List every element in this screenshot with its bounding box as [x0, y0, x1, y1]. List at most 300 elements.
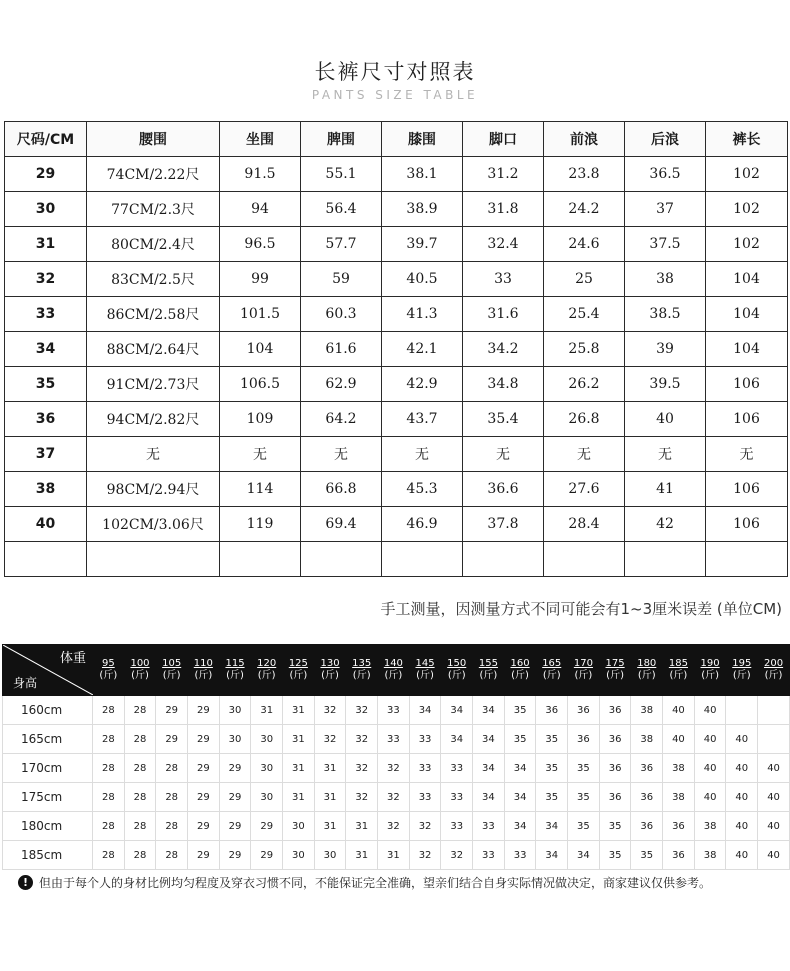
size-cell: 31.8 [463, 192, 544, 227]
fit-cell: 38 [631, 725, 663, 754]
fit-cell: 40 [758, 783, 790, 812]
fit-row [3, 783, 790, 812]
fit-cell: 34 [473, 696, 505, 725]
size-cell: 43.7 [382, 402, 463, 437]
weight-unit: (斤) [162, 670, 181, 681]
fit-cell: 31 [346, 812, 378, 841]
size-table-header [5, 122, 788, 157]
page-subtitle: PANTS SIZE TABLE [311, 88, 479, 102]
size-cell [87, 542, 220, 577]
fit-cell: 35 [504, 696, 536, 725]
fit-cell: 33 [378, 725, 410, 754]
size-cell: 94CM/2.82尺 [87, 402, 220, 437]
fit-cell: 31 [378, 841, 410, 870]
fit-cell: 33 [409, 783, 441, 812]
fit-cell: 31 [283, 754, 315, 783]
size-cell: 106.5 [220, 367, 301, 402]
fit-cell: 30 [283, 812, 315, 841]
fit-cell: 31 [251, 696, 283, 725]
size-cell: 61.6 [301, 332, 382, 367]
size-cell: 无 [625, 437, 706, 472]
page-title: 长裤尺寸对照表 [314, 60, 476, 84]
fit-cell: 30 [314, 841, 346, 870]
weight-value: 125 [288, 658, 308, 669]
size-cell: 64.2 [301, 402, 382, 437]
weight-unit: (斤) [447, 670, 466, 681]
size-cell [544, 542, 625, 577]
weight-header-cell [283, 645, 315, 696]
fit-cell: 32 [346, 725, 378, 754]
fit-cell: 33 [409, 725, 441, 754]
size-header-cell: 坐围 [220, 122, 301, 157]
fit-cell: 29 [188, 812, 220, 841]
size-cell: 31 [5, 227, 87, 262]
fit-cell: 29 [156, 725, 188, 754]
fit-cell: 35 [599, 841, 631, 870]
size-row [5, 507, 788, 542]
fit-cell: 33 [441, 812, 473, 841]
fit-cell: 40 [726, 754, 758, 783]
size-cell: 91CM/2.73尺 [87, 367, 220, 402]
weight-unit: (斤) [606, 670, 624, 681]
fit-table-corner [3, 645, 93, 696]
fit-cell: 33 [473, 841, 505, 870]
size-cell: 40 [625, 402, 706, 437]
fit-cell: 34 [504, 812, 536, 841]
fit-cell: 36 [536, 696, 568, 725]
size-cell: 88CM/2.64尺 [87, 332, 220, 367]
size-cell: 102 [706, 227, 788, 262]
size-cell: 37.5 [625, 227, 706, 262]
weight-unit: (斤) [194, 670, 213, 681]
size-cell: 36.6 [463, 472, 544, 507]
fit-cell: 38 [694, 841, 726, 870]
weight-header-cell [156, 645, 188, 696]
size-table [4, 121, 788, 577]
fit-cell: 29 [188, 783, 220, 812]
fit-cell: 40 [726, 812, 758, 841]
size-cell: 31.2 [463, 157, 544, 192]
size-row [5, 262, 788, 297]
fit-cell: 28 [93, 754, 125, 783]
corner-height-label: 身高 [13, 676, 38, 690]
fit-cell: 34 [441, 725, 473, 754]
fit-cell: 38 [694, 812, 726, 841]
size-row [5, 437, 788, 472]
size-cell: 119 [220, 507, 301, 542]
weight-unit: (斤) [511, 670, 529, 681]
weight-unit: (斤) [637, 670, 656, 681]
size-header-cell: 脚口 [463, 122, 544, 157]
size-cell [382, 542, 463, 577]
fit-cell: 29 [156, 696, 188, 725]
size-cell: 104 [706, 262, 788, 297]
fit-cell: 33 [441, 754, 473, 783]
fit-cell: 32 [314, 725, 346, 754]
size-cell: 34.8 [463, 367, 544, 402]
size-cell: 106 [706, 507, 788, 542]
weight-header-cell [124, 645, 156, 696]
size-cell: 26.2 [544, 367, 625, 402]
size-cell: 38.1 [382, 157, 463, 192]
weight-value: 135 [352, 658, 372, 669]
fit-cell: 35 [631, 841, 663, 870]
weight-value: 120 [257, 658, 277, 669]
size-cell: 96.5 [220, 227, 301, 262]
fit-cell: 32 [409, 812, 441, 841]
size-cell: 99 [220, 262, 301, 297]
fit-cell: 32 [378, 754, 410, 783]
fit-cell: 36 [599, 696, 631, 725]
height-cell: 160cm [3, 696, 93, 725]
size-row [5, 157, 788, 192]
height-cell: 165cm [3, 725, 93, 754]
size-cell: 40 [5, 507, 87, 542]
size-cell: 38 [5, 472, 87, 507]
fit-cell: 34 [536, 812, 568, 841]
size-row [5, 192, 788, 227]
fit-cell: 28 [124, 754, 156, 783]
height-cell: 175cm [3, 783, 93, 812]
fit-cell: 28 [93, 812, 125, 841]
fit-cell: 33 [409, 754, 441, 783]
fit-cell: 36 [663, 841, 695, 870]
fit-cell: 36 [568, 725, 600, 754]
size-row [5, 227, 788, 262]
size-cell: 39 [625, 332, 706, 367]
size-cell: 114 [220, 472, 301, 507]
fit-cell: 28 [93, 696, 125, 725]
weight-unit: (斤) [352, 670, 371, 681]
weight-unit: (斤) [384, 670, 403, 681]
size-cell: 36 [5, 402, 87, 437]
size-cell: 46.9 [382, 507, 463, 542]
weight-header-cell [568, 645, 600, 696]
weight-header-cell [504, 645, 536, 696]
fit-cell: 32 [346, 754, 378, 783]
fit-cell: 40 [758, 754, 790, 783]
fit-cell: 28 [124, 725, 156, 754]
weight-header-cell [441, 645, 473, 696]
fit-cell: 29 [251, 812, 283, 841]
weight-value: 195 [732, 658, 752, 669]
weight-header-cell [536, 645, 568, 696]
fit-row [3, 725, 790, 754]
size-cell: 39.7 [382, 227, 463, 262]
size-header-cell: 裤长 [706, 122, 788, 157]
weight-header-cell [473, 645, 505, 696]
fit-cell: 31 [314, 812, 346, 841]
exclamation-icon: ! [18, 875, 33, 890]
size-cell: 42.1 [382, 332, 463, 367]
size-cell: 59 [301, 262, 382, 297]
fit-cell: 38 [663, 783, 695, 812]
size-cell: 41.3 [382, 297, 463, 332]
size-cell [5, 542, 87, 577]
weight-value: 185 [668, 658, 688, 669]
fit-cell: 33 [473, 812, 505, 841]
fit-cell: 28 [156, 754, 188, 783]
weight-header-cell [694, 645, 726, 696]
size-cell: 40.5 [382, 262, 463, 297]
size-header-cell: 前浪 [544, 122, 625, 157]
size-cell: 102 [706, 192, 788, 227]
fit-cell: 35 [568, 754, 600, 783]
size-cell: 25.8 [544, 332, 625, 367]
fit-cell: 29 [219, 754, 251, 783]
fit-cell: 36 [568, 696, 600, 725]
size-cell: 62.9 [301, 367, 382, 402]
size-cell: 60.3 [301, 297, 382, 332]
fit-cell: 40 [726, 783, 758, 812]
size-cell: 106 [706, 367, 788, 402]
fit-cell: 30 [251, 754, 283, 783]
size-cell: 32 [5, 262, 87, 297]
size-cell: 74CM/2.22尺 [87, 157, 220, 192]
weight-value: 105 [162, 658, 182, 669]
size-cell: 38.5 [625, 297, 706, 332]
fit-cell: 35 [536, 783, 568, 812]
fit-cell: 29 [188, 696, 220, 725]
size-cell: 37 [625, 192, 706, 227]
weight-unit: (斤) [732, 670, 751, 681]
fit-cell: 40 [663, 725, 695, 754]
size-cell: 98CM/2.94尺 [87, 472, 220, 507]
size-cell: 37.8 [463, 507, 544, 542]
weight-unit: (斤) [701, 670, 719, 681]
weight-header-cell [188, 645, 220, 696]
size-cell: 23.8 [544, 157, 625, 192]
size-cell: 26.8 [544, 402, 625, 437]
size-cell: 101.5 [220, 297, 301, 332]
size-cell: 57.7 [301, 227, 382, 262]
fit-cell: 40 [758, 841, 790, 870]
fit-cell: 35 [568, 812, 600, 841]
fit-cell: 30 [219, 725, 251, 754]
fit-cell: 31 [346, 841, 378, 870]
fit-cell: 34 [409, 696, 441, 725]
fit-cell: 36 [599, 754, 631, 783]
size-row [5, 542, 788, 577]
size-header-cell: 尺码/CM [5, 122, 87, 157]
size-cell: 38.9 [382, 192, 463, 227]
size-cell: 25 [544, 262, 625, 297]
fit-cell: 40 [694, 696, 726, 725]
weight-header-cell [631, 645, 663, 696]
fit-cell: 30 [251, 725, 283, 754]
weight-header-cell [314, 645, 346, 696]
size-cell: 66.8 [301, 472, 382, 507]
weight-header-cell [251, 645, 283, 696]
size-row [5, 402, 788, 437]
height-cell: 180cm [3, 812, 93, 841]
weight-value: 170 [573, 658, 593, 669]
fit-cell: 32 [346, 783, 378, 812]
weight-value: 95 [101, 658, 115, 669]
size-cell: 56.4 [301, 192, 382, 227]
size-cell: 36.5 [625, 157, 706, 192]
fit-cell: 29 [251, 841, 283, 870]
height-cell: 170cm [3, 754, 93, 783]
fit-cell: 35 [536, 754, 568, 783]
size-cell: 91.5 [220, 157, 301, 192]
size-cell: 29 [5, 157, 87, 192]
size-cell: 80CM/2.4尺 [87, 227, 220, 262]
fit-cell: 31 [283, 783, 315, 812]
size-cell: 102CM/3.06尺 [87, 507, 220, 542]
fit-cell: 38 [631, 696, 663, 725]
size-cell: 34 [5, 332, 87, 367]
fit-cell: 32 [378, 812, 410, 841]
size-header-cell: 脾围 [301, 122, 382, 157]
weight-header-cell [346, 645, 378, 696]
fit-cell: 30 [219, 696, 251, 725]
weight-value: 190 [700, 658, 720, 669]
size-row [5, 367, 788, 402]
fit-cell: 40 [726, 725, 758, 754]
size-cell: 104 [706, 332, 788, 367]
weight-unit: (斤) [542, 670, 561, 681]
size-cell [625, 542, 706, 577]
weight-value: 155 [478, 658, 498, 669]
size-cell [301, 542, 382, 577]
fit-row [3, 696, 790, 725]
size-cell: 41 [625, 472, 706, 507]
size-cell: 83CM/2.5尺 [87, 262, 220, 297]
size-cell: 104 [706, 297, 788, 332]
fit-cell: 36 [599, 783, 631, 812]
fit-cell [758, 725, 790, 754]
fit-cell: 36 [663, 812, 695, 841]
fit-cell: 28 [156, 783, 188, 812]
weight-unit: (斤) [479, 670, 498, 681]
fit-cell: 28 [124, 812, 156, 841]
size-cell [220, 542, 301, 577]
weight-header-cell [758, 645, 790, 696]
fit-cell [726, 696, 758, 725]
fit-cell: 29 [188, 754, 220, 783]
size-row [5, 332, 788, 367]
weight-value: 175 [605, 658, 625, 669]
fit-cell: 30 [283, 841, 315, 870]
corner-weight-label: 体重 [59, 651, 86, 666]
size-cell: 102 [706, 157, 788, 192]
fit-cell: 32 [441, 841, 473, 870]
size-cell: 31.6 [463, 297, 544, 332]
fit-cell: 36 [631, 812, 663, 841]
size-cell: 35 [5, 367, 87, 402]
fit-cell: 28 [156, 812, 188, 841]
fit-table [2, 644, 790, 870]
fit-table-header [3, 645, 790, 696]
fit-cell: 28 [156, 841, 188, 870]
fit-cell: 34 [473, 725, 505, 754]
fit-cell: 34 [536, 841, 568, 870]
fit-cell: 40 [663, 696, 695, 725]
fit-cell: 31 [283, 696, 315, 725]
fit-cell: 30 [251, 783, 283, 812]
size-cell: 77CM/2.3尺 [87, 192, 220, 227]
fit-cell: 28 [124, 783, 156, 812]
size-cell: 25.4 [544, 297, 625, 332]
size-cell: 42 [625, 507, 706, 542]
weight-unit: (斤) [289, 670, 308, 681]
weight-value: 145 [415, 658, 435, 669]
size-cell: 27.6 [544, 472, 625, 507]
weight-header-cell [219, 645, 251, 696]
weight-unit: (斤) [226, 670, 244, 681]
fit-cell: 40 [694, 754, 726, 783]
fit-cell: 38 [663, 754, 695, 783]
fit-cell: 28 [124, 841, 156, 870]
fit-cell: 28 [124, 696, 156, 725]
weight-value: 160 [510, 658, 530, 669]
weight-value: 130 [320, 658, 340, 669]
size-cell: 106 [706, 472, 788, 507]
size-row [5, 297, 788, 332]
fit-cell: 28 [93, 783, 125, 812]
weight-unit: (斤) [99, 670, 118, 681]
size-cell: 33 [463, 262, 544, 297]
fit-cell: 34 [568, 841, 600, 870]
fit-cell: 33 [504, 841, 536, 870]
weight-header-cell [663, 645, 695, 696]
fit-row [3, 812, 790, 841]
measurement-note: 手工测量，因测量方式不同可能会有1~3厘米误差 (单位CM) [380, 600, 782, 618]
size-cell: 24.2 [544, 192, 625, 227]
weight-value: 115 [225, 658, 245, 669]
size-header-cell: 腰围 [87, 122, 220, 157]
weight-value: 200 [764, 658, 784, 669]
weight-value: 180 [637, 658, 657, 669]
size-cell: 32.4 [463, 227, 544, 262]
size-cell: 无 [706, 437, 788, 472]
disclaimer-text: 但由于每个人的身材比例均匀程度及穿衣习惯不同，不能保证完全准确，望亲们结合自身实际情况做决定，商家建议仅供参考。 [39, 876, 712, 890]
size-cell: 33 [5, 297, 87, 332]
weight-unit: (斤) [574, 670, 593, 681]
fit-cell: 34 [504, 754, 536, 783]
fit-cell: 34 [504, 783, 536, 812]
fit-cell: 33 [378, 696, 410, 725]
fit-cell: 32 [409, 841, 441, 870]
size-row [5, 472, 788, 507]
fit-cell: 29 [219, 841, 251, 870]
fit-cell: 31 [283, 725, 315, 754]
size-cell [463, 542, 544, 577]
fit-cell: 28 [93, 725, 125, 754]
weight-value: 100 [130, 658, 150, 669]
size-cell: 55.1 [301, 157, 382, 192]
fit-cell: 34 [473, 754, 505, 783]
fit-cell [758, 696, 790, 725]
size-cell: 28.4 [544, 507, 625, 542]
size-cell: 无 [220, 437, 301, 472]
weight-header-cell [726, 645, 758, 696]
weight-unit: (斤) [257, 670, 276, 681]
fit-cell: 35 [599, 812, 631, 841]
weight-value: 140 [383, 658, 403, 669]
size-cell: 45.3 [382, 472, 463, 507]
weight-value: 165 [542, 658, 562, 669]
size-cell [706, 542, 788, 577]
fit-cell: 31 [314, 754, 346, 783]
height-cell: 185cm [3, 841, 93, 870]
size-cell: 无 [463, 437, 544, 472]
size-cell: 无 [87, 437, 220, 472]
weight-unit: (斤) [764, 670, 783, 681]
fit-cell: 32 [314, 696, 346, 725]
fit-cell: 35 [504, 725, 536, 754]
